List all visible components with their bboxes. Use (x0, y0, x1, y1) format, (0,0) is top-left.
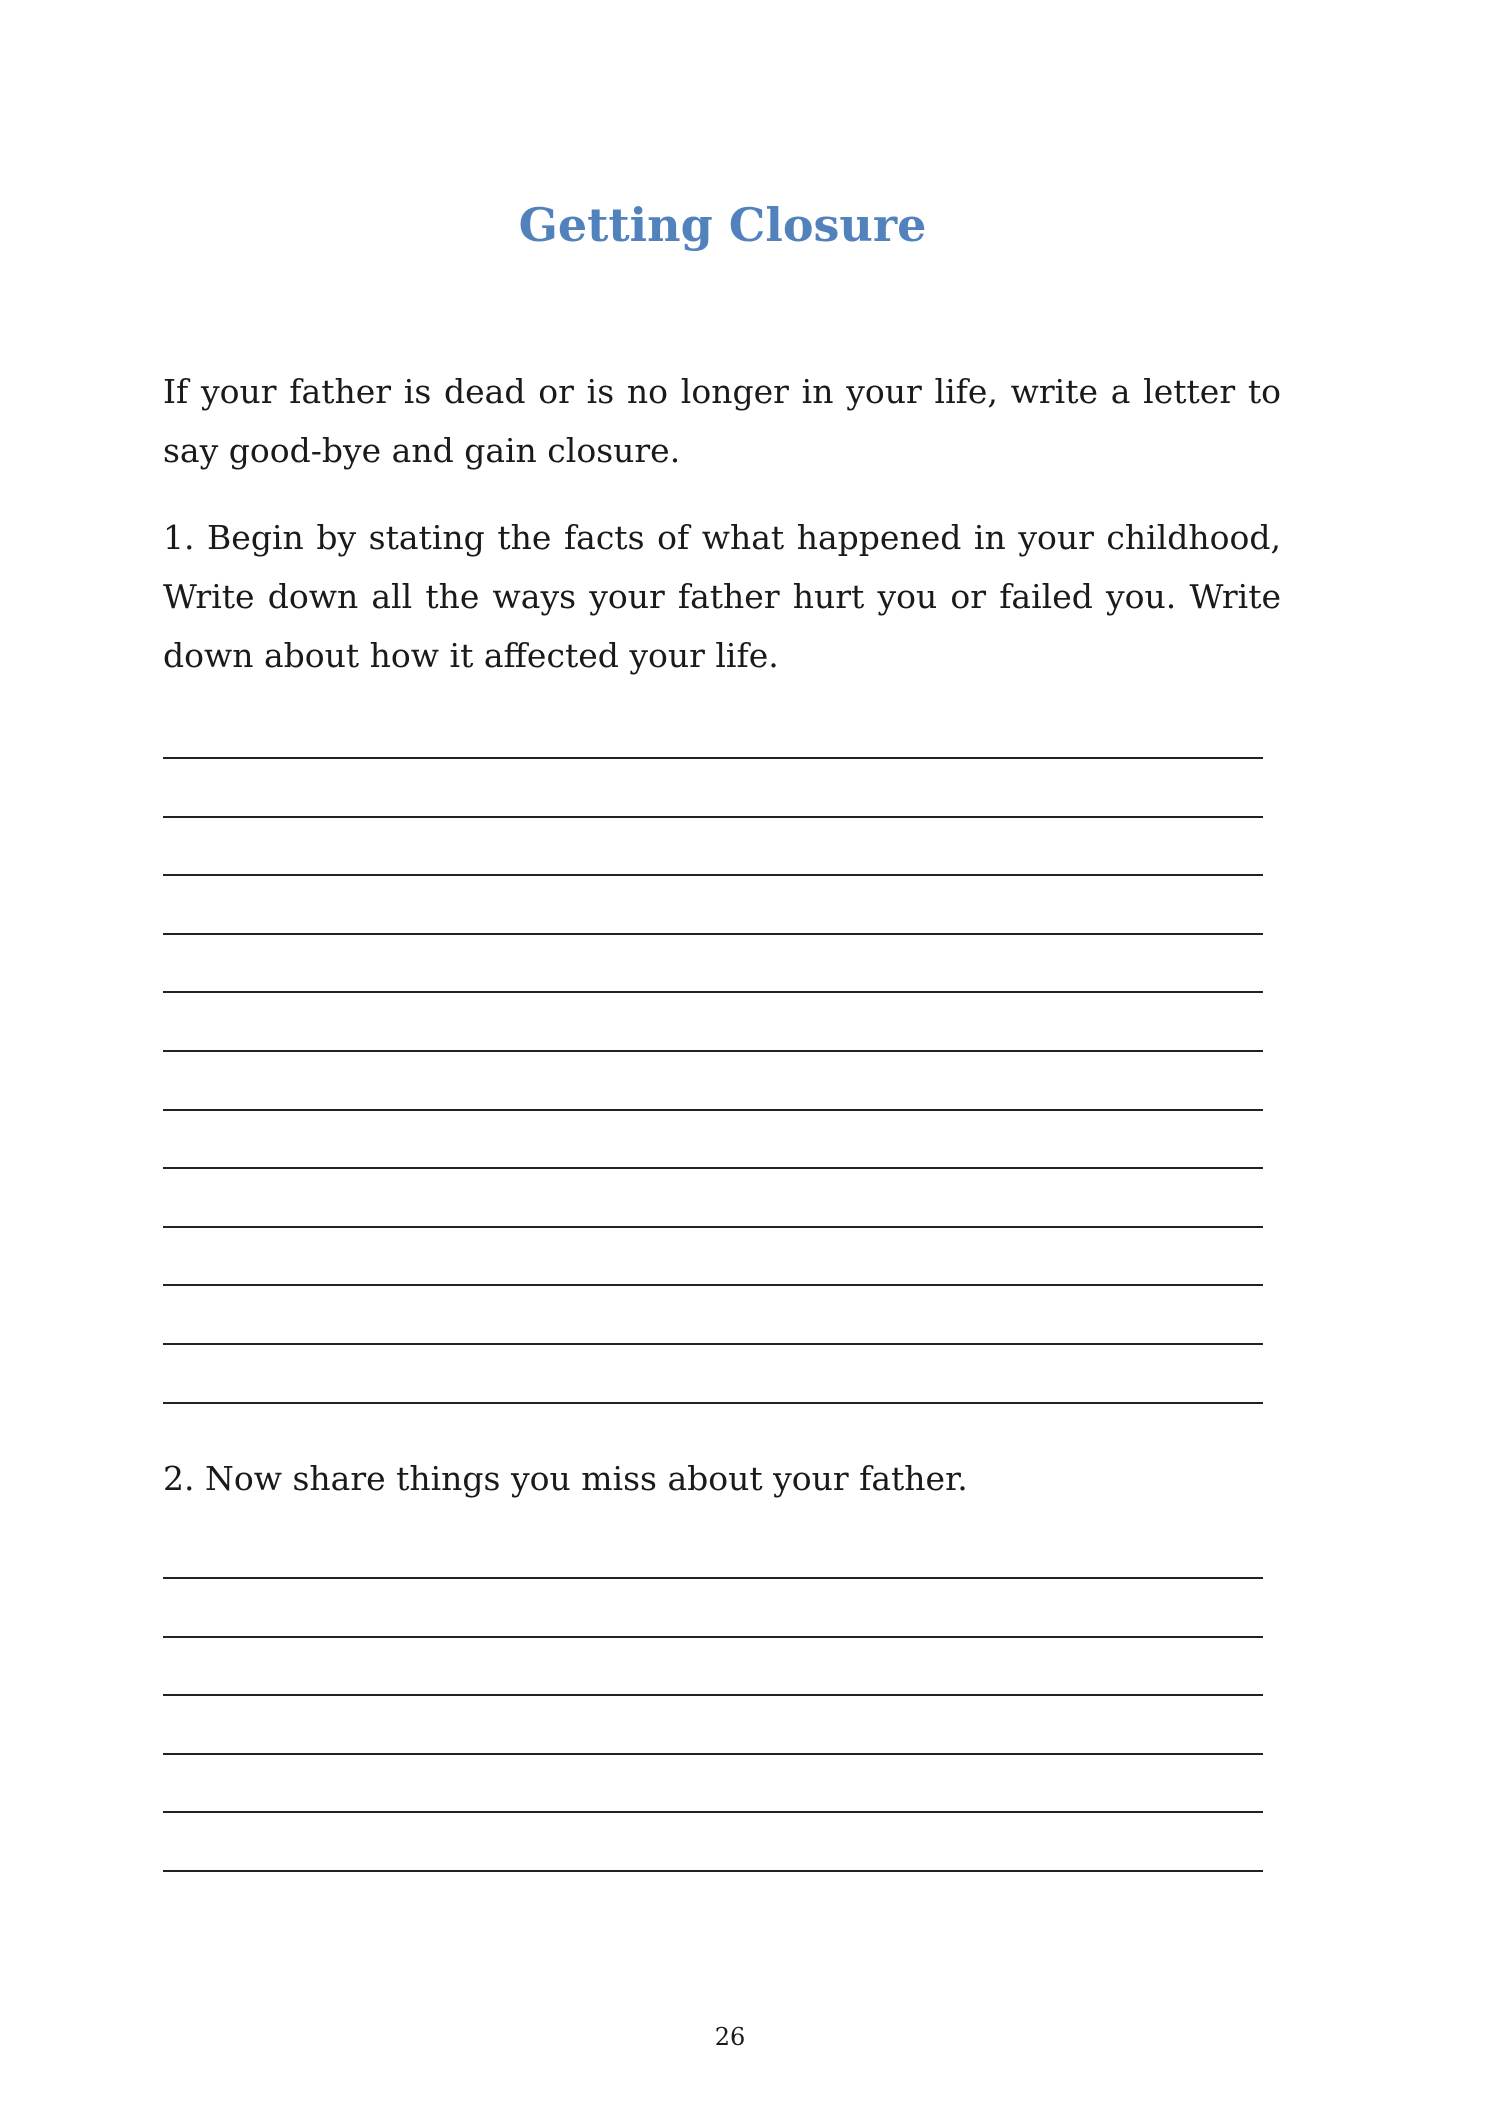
answer-line[interactable] (163, 1753, 1263, 1755)
answer-line[interactable] (163, 1343, 1263, 1345)
answer-line[interactable] (163, 1870, 1263, 1872)
prompt-2: 2. Now share things you miss about your father. (163, 1459, 968, 1498)
answer-line[interactable] (163, 1109, 1263, 1111)
answer-line[interactable] (163, 933, 1263, 935)
answer-line[interactable] (163, 991, 1263, 993)
answer-line[interactable] (163, 1284, 1263, 1286)
page-title: Getting Closure (518, 198, 927, 252)
answer-line[interactable] (163, 1577, 1263, 1579)
answer-line[interactable] (163, 816, 1263, 818)
answer-line[interactable] (163, 757, 1263, 759)
intro-paragraph: If your father is dead or is no longer in your life, write a letter to say good-bye and gain closure. (163, 372, 1281, 470)
answer-line[interactable] (163, 874, 1263, 876)
prompt-1: 1. Begin by stating the facts of what happened in your childhood, Write down all the ways your father hurt you or failed you. Write down about how it affected your life. (163, 518, 1281, 675)
answer-line[interactable] (163, 1167, 1263, 1169)
answer-line[interactable] (163, 1226, 1263, 1228)
answer-line[interactable] (163, 1811, 1263, 1813)
answer-line[interactable] (163, 1050, 1263, 1052)
answer-line[interactable] (163, 1402, 1263, 1404)
answer-line[interactable] (163, 1636, 1263, 1638)
page-number: 26 (714, 2023, 746, 2051)
answer-line[interactable] (163, 1694, 1263, 1696)
